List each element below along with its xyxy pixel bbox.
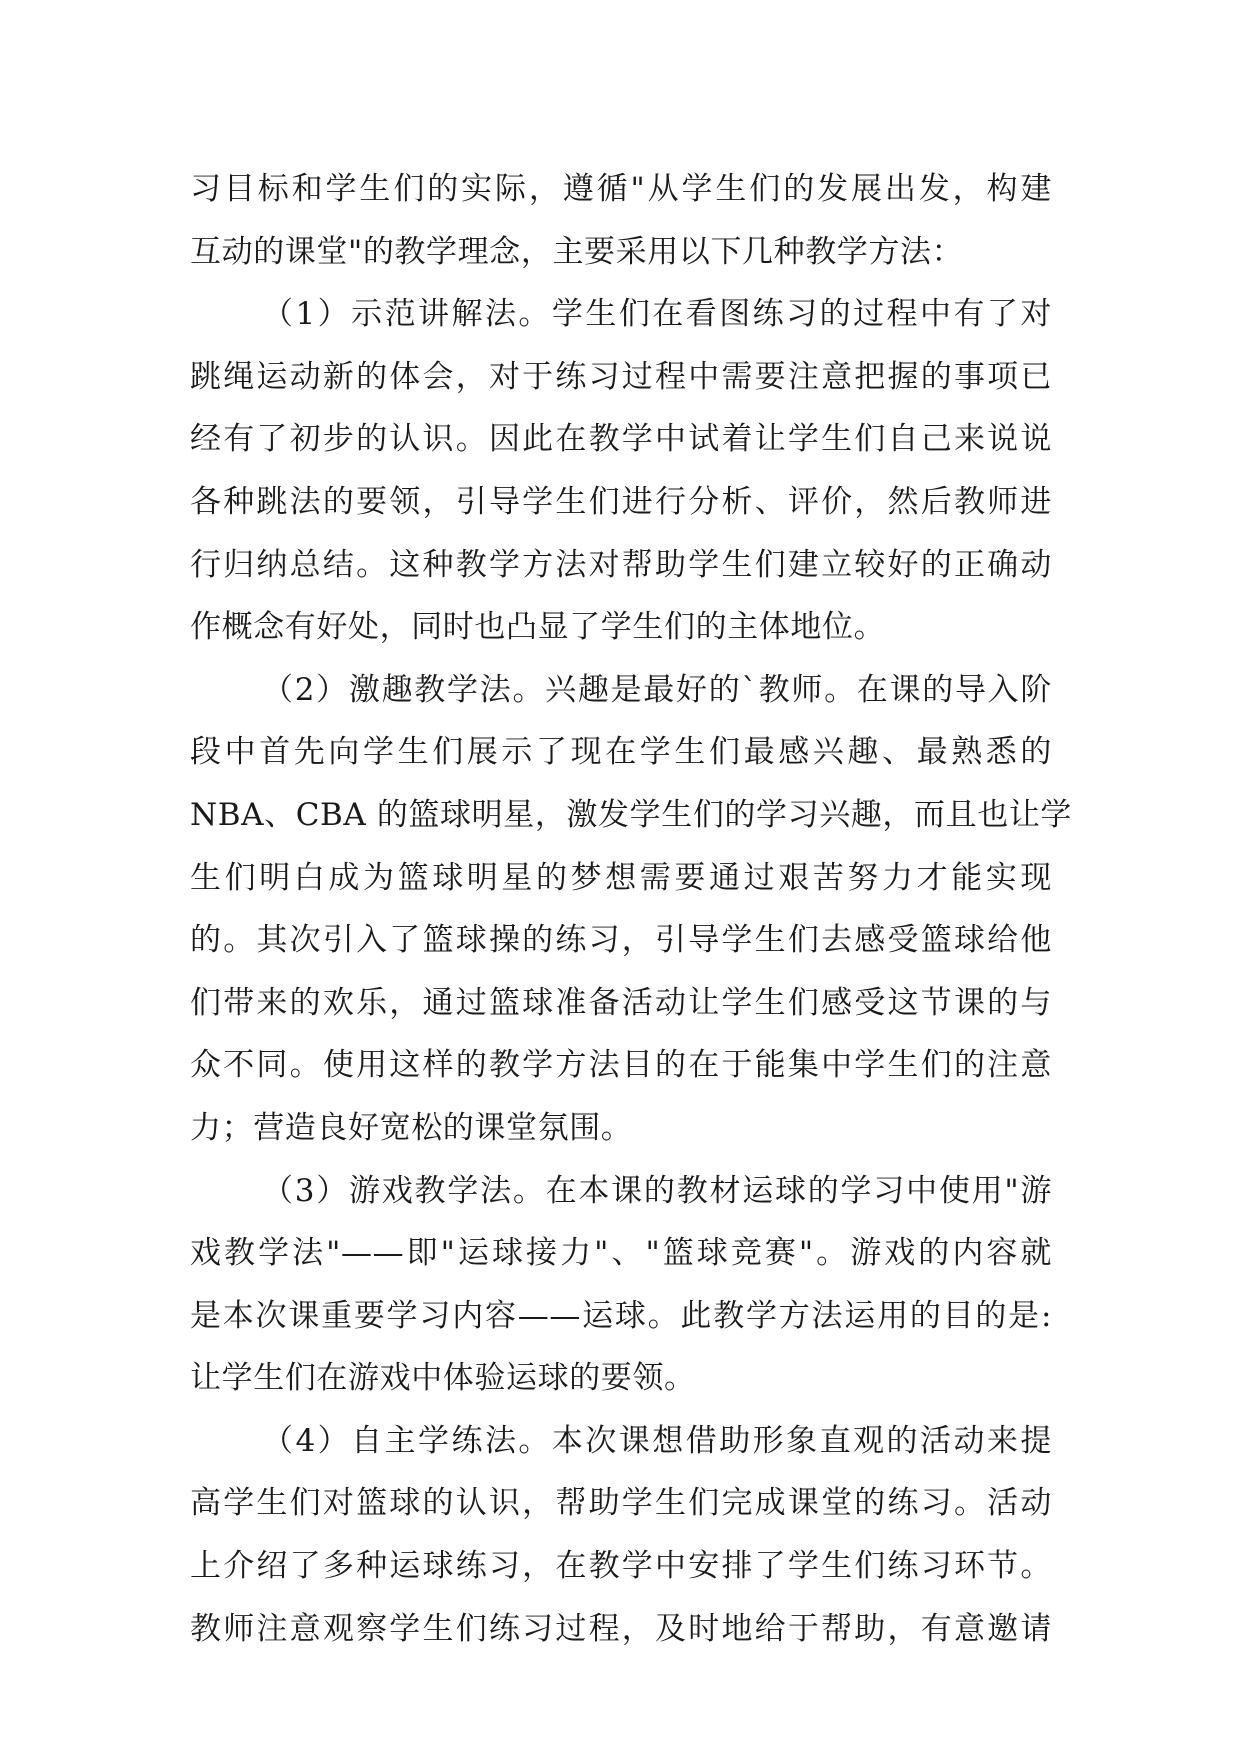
paragraph-line: 们带来的欢乐，通过篮球准备活动让学生们感受这节课的与 [190,984,1052,1021]
paragraph-game-method [190,1160,1052,1410]
paragraph-line: 是本次课重要学习内容——运球。此教学方法运用的目的是: [190,1297,1052,1334]
paragraph-line: 经有了初步的认识。因此在教学中试着让学生们自己来说说 [190,421,1052,458]
paragraph-line: 作概念有好处，同时也凸显了学生们的主体地位。 [190,609,886,646]
paragraph-line: 各种跳法的要领，引导学生们进行分析、评价，然后教师进 [190,483,1052,520]
paragraph-line: 生们明白成为篮球明星的梦想需要通过艰苦努力才能实现 [190,859,1052,896]
paragraph-demonstration-method [190,283,1052,659]
paragraph-line: 段中首先向学生们展示了现在学生们最感兴趣、最熟悉的 [190,734,1052,771]
paragraph-line: 教师注意观察学生们练习过程，及时地给于帮助，有意邀请 [190,1610,1052,1647]
paragraph-line: （1）示范讲解法。学生们在看图练习的过程中有了对 [262,296,1052,333]
paragraph-line: 戏教学法"——即"运球接力"、"篮球竞赛"。游戏的内容就 [190,1235,1052,1272]
paragraph-line: 高学生们对篮球的认识，帮助学生们完成课堂的练习。活动 [190,1485,1052,1522]
paragraph-line: 跳绳运动新的体会，对于练习过程中需要注意把握的事项已 [190,358,1052,395]
paragraph-interest-method [190,659,1073,1160]
paragraph-line: NBA、CBA 的篮球明星，激发学生们的学习兴趣，而且也让学 [190,796,1073,833]
paragraph-line: 的。其次引入了篮球操的练习，引导学生们去感受篮球给他 [190,922,1052,959]
body-text [190,158,1073,1660]
paragraph-line: 互动的课堂"的教学理念，主要采用以下几种教学方法： [190,233,964,270]
paragraph-line: （3）游戏教学法。在本课的教材运球的学习中使用"游 [262,1172,1052,1209]
paragraph-line: 上介绍了多种运球练习，在教学中安排了学生们练习环节。 [190,1548,1052,1585]
paragraph-self-practice-method [190,1410,1052,1660]
paragraph-line: 行归纳总结。这种教学方法对帮助学生们建立较好的正确动 [190,546,1052,583]
paragraph-line: （4）自主学练法。本次课想借助形象直观的活动来提 [262,1422,1052,1459]
paragraph-line: （2）激趣教学法。兴趣是最好的`教师。在课的导入阶 [262,671,1052,708]
paragraph-line: 力；营造良好宽松的课堂氛围。 [190,1109,633,1146]
paragraph-teaching-approach [190,158,1052,283]
paragraph-line: 让学生们在游戏中体验运球的要领。 [190,1360,696,1397]
paragraph-line: 众不同。使用这样的教学方法目的在于能集中学生们的注意 [190,1047,1052,1084]
paragraph-line: 习目标和学生们的实际，遵循"从学生们的发展出发，构建 [190,171,1052,207]
